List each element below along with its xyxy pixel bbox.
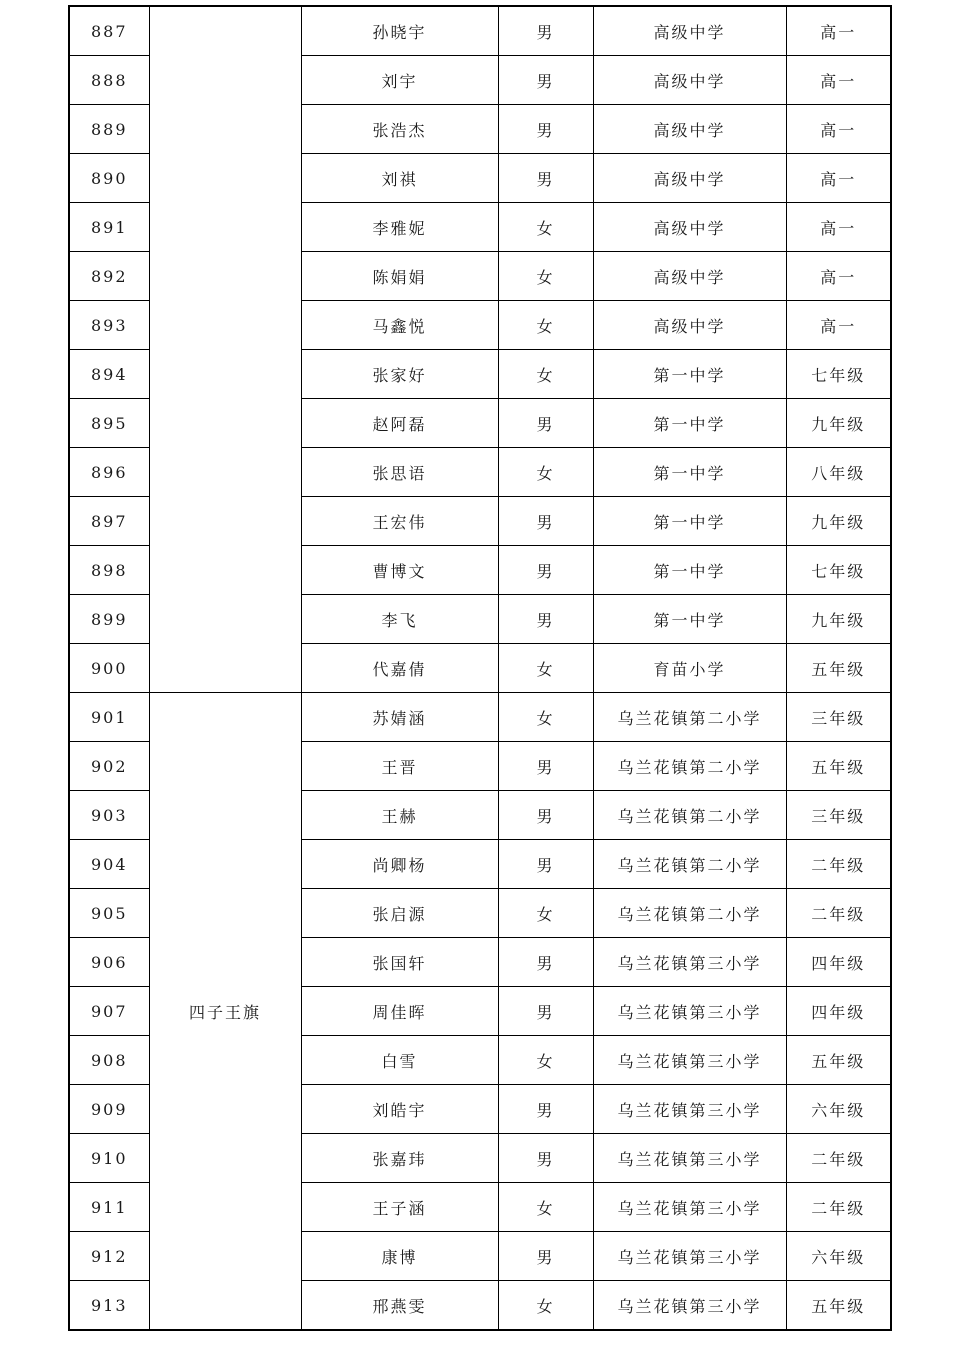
grade-level: 高一 [786,56,891,105]
student-gender: 男 [498,497,593,546]
row-number: 912 [69,1232,149,1281]
student-gender: 男 [498,1232,593,1281]
row-number: 899 [69,595,149,644]
grade-level: 高一 [786,252,891,301]
row-number: 892 [69,252,149,301]
grade-level: 八年级 [786,448,891,497]
row-number: 909 [69,1085,149,1134]
row-number: 898 [69,546,149,595]
student-name: 刘祺 [301,154,498,203]
row-number: 888 [69,56,149,105]
student-gender: 女 [498,252,593,301]
student-name: 孙晓宇 [301,6,498,56]
student-gender: 男 [498,1085,593,1134]
student-gender: 女 [498,203,593,252]
student-gender: 女 [498,1281,593,1331]
student-gender: 男 [498,546,593,595]
school-name: 乌兰花镇第二小学 [593,791,786,840]
student-gender: 女 [498,1036,593,1085]
roster-body [69,6,891,1330]
school-name: 乌兰花镇第二小学 [593,693,786,742]
row-number: 910 [69,1134,149,1183]
school-name: 高级中学 [593,203,786,252]
row-number: 890 [69,154,149,203]
grade-level: 九年级 [786,595,891,644]
student-name: 张浩杰 [301,105,498,154]
grade-level: 七年级 [786,546,891,595]
student-name: 王赫 [301,791,498,840]
student-name: 赵阿磊 [301,399,498,448]
school-name: 乌兰花镇第二小学 [593,742,786,791]
student-gender: 男 [498,6,593,56]
student-gender: 男 [498,595,593,644]
student-name: 曹博文 [301,546,498,595]
student-gender: 男 [498,105,593,154]
school-name: 乌兰花镇第三小学 [593,938,786,987]
row-number: 887 [69,6,149,56]
school-name: 第一中学 [593,350,786,399]
student-name: 刘宇 [301,56,498,105]
student-name: 张家好 [301,350,498,399]
grade-level: 五年级 [786,1036,891,1085]
school-name: 乌兰花镇第三小学 [593,987,786,1036]
student-gender: 男 [498,742,593,791]
school-name: 第一中学 [593,546,786,595]
student-gender: 男 [498,840,593,889]
grade-level: 高一 [786,301,891,350]
school-name: 高级中学 [593,105,786,154]
student-gender: 男 [498,938,593,987]
row-number: 903 [69,791,149,840]
student-name: 邢燕雯 [301,1281,498,1331]
row-number: 902 [69,742,149,791]
grade-level: 二年级 [786,1134,891,1183]
school-name: 育苗小学 [593,644,786,693]
grade-level: 九年级 [786,399,891,448]
student-gender: 女 [498,644,593,693]
grade-level: 六年级 [786,1232,891,1281]
row-number: 889 [69,105,149,154]
student-name: 张国轩 [301,938,498,987]
student-gender: 女 [498,693,593,742]
student-name: 尚卿杨 [301,840,498,889]
grade-level: 高一 [786,6,891,56]
grade-level: 六年级 [786,1085,891,1134]
grade-level: 二年级 [786,840,891,889]
row-number: 893 [69,301,149,350]
student-name: 张嘉玮 [301,1134,498,1183]
grade-level: 高一 [786,154,891,203]
student-gender: 女 [498,350,593,399]
row-number: 891 [69,203,149,252]
school-name: 第一中学 [593,497,786,546]
row-number: 913 [69,1281,149,1331]
school-name: 第一中学 [593,595,786,644]
school-name: 乌兰花镇第三小学 [593,1232,786,1281]
grade-level: 三年级 [786,791,891,840]
grade-level: 九年级 [786,497,891,546]
school-name: 乌兰花镇第三小学 [593,1281,786,1331]
grade-level: 四年级 [786,987,891,1036]
student-name: 代嘉倩 [301,644,498,693]
student-gender: 女 [498,448,593,497]
school-name: 高级中学 [593,154,786,203]
school-name: 乌兰花镇第三小学 [593,1085,786,1134]
school-name: 高级中学 [593,6,786,56]
region-cell: 四子王旗 [149,693,301,1331]
school-name: 高级中学 [593,252,786,301]
grade-level: 七年级 [786,350,891,399]
student-name: 马鑫悦 [301,301,498,350]
row-number: 897 [69,497,149,546]
grade-level: 四年级 [786,938,891,987]
row-number: 908 [69,1036,149,1085]
student-name: 刘皓宇 [301,1085,498,1134]
table-row [69,693,891,742]
student-name: 李雅妮 [301,203,498,252]
row-number: 911 [69,1183,149,1232]
school-name: 乌兰花镇第二小学 [593,840,786,889]
student-gender: 女 [498,889,593,938]
row-number: 894 [69,350,149,399]
student-gender: 女 [498,301,593,350]
region-cell [149,6,301,693]
grade-level: 二年级 [786,1183,891,1232]
student-name: 王子涵 [301,1183,498,1232]
school-name: 乌兰花镇第三小学 [593,1036,786,1085]
school-name: 高级中学 [593,56,786,105]
student-gender: 男 [498,56,593,105]
row-number: 907 [69,987,149,1036]
grade-level: 五年级 [786,1281,891,1331]
grade-level: 五年级 [786,644,891,693]
school-name: 第一中学 [593,399,786,448]
grade-level: 五年级 [786,742,891,791]
student-name: 张启源 [301,889,498,938]
student-gender: 男 [498,987,593,1036]
student-name: 李飞 [301,595,498,644]
student-gender: 男 [498,1134,593,1183]
row-number: 895 [69,399,149,448]
school-name: 乌兰花镇第三小学 [593,1183,786,1232]
row-number: 901 [69,693,149,742]
school-name: 第一中学 [593,448,786,497]
row-number: 900 [69,644,149,693]
grade-level: 高一 [786,105,891,154]
grade-level: 三年级 [786,693,891,742]
row-number: 905 [69,889,149,938]
row-number: 906 [69,938,149,987]
table-row [69,6,891,56]
student-name: 周佳晖 [301,987,498,1036]
student-name: 苏婧涵 [301,693,498,742]
school-name: 乌兰花镇第三小学 [593,1134,786,1183]
student-name: 康博 [301,1232,498,1281]
student-name: 白雪 [301,1036,498,1085]
grade-level: 二年级 [786,889,891,938]
roster-table [68,5,892,1331]
student-name: 陈娟娟 [301,252,498,301]
school-name: 乌兰花镇第二小学 [593,889,786,938]
row-number: 896 [69,448,149,497]
student-gender: 男 [498,399,593,448]
student-gender: 女 [498,1183,593,1232]
student-gender: 男 [498,791,593,840]
grade-level: 高一 [786,203,891,252]
student-name: 王宏伟 [301,497,498,546]
row-number: 904 [69,840,149,889]
school-name: 高级中学 [593,301,786,350]
student-gender: 男 [498,154,593,203]
student-name: 张思语 [301,448,498,497]
student-name: 王晋 [301,742,498,791]
